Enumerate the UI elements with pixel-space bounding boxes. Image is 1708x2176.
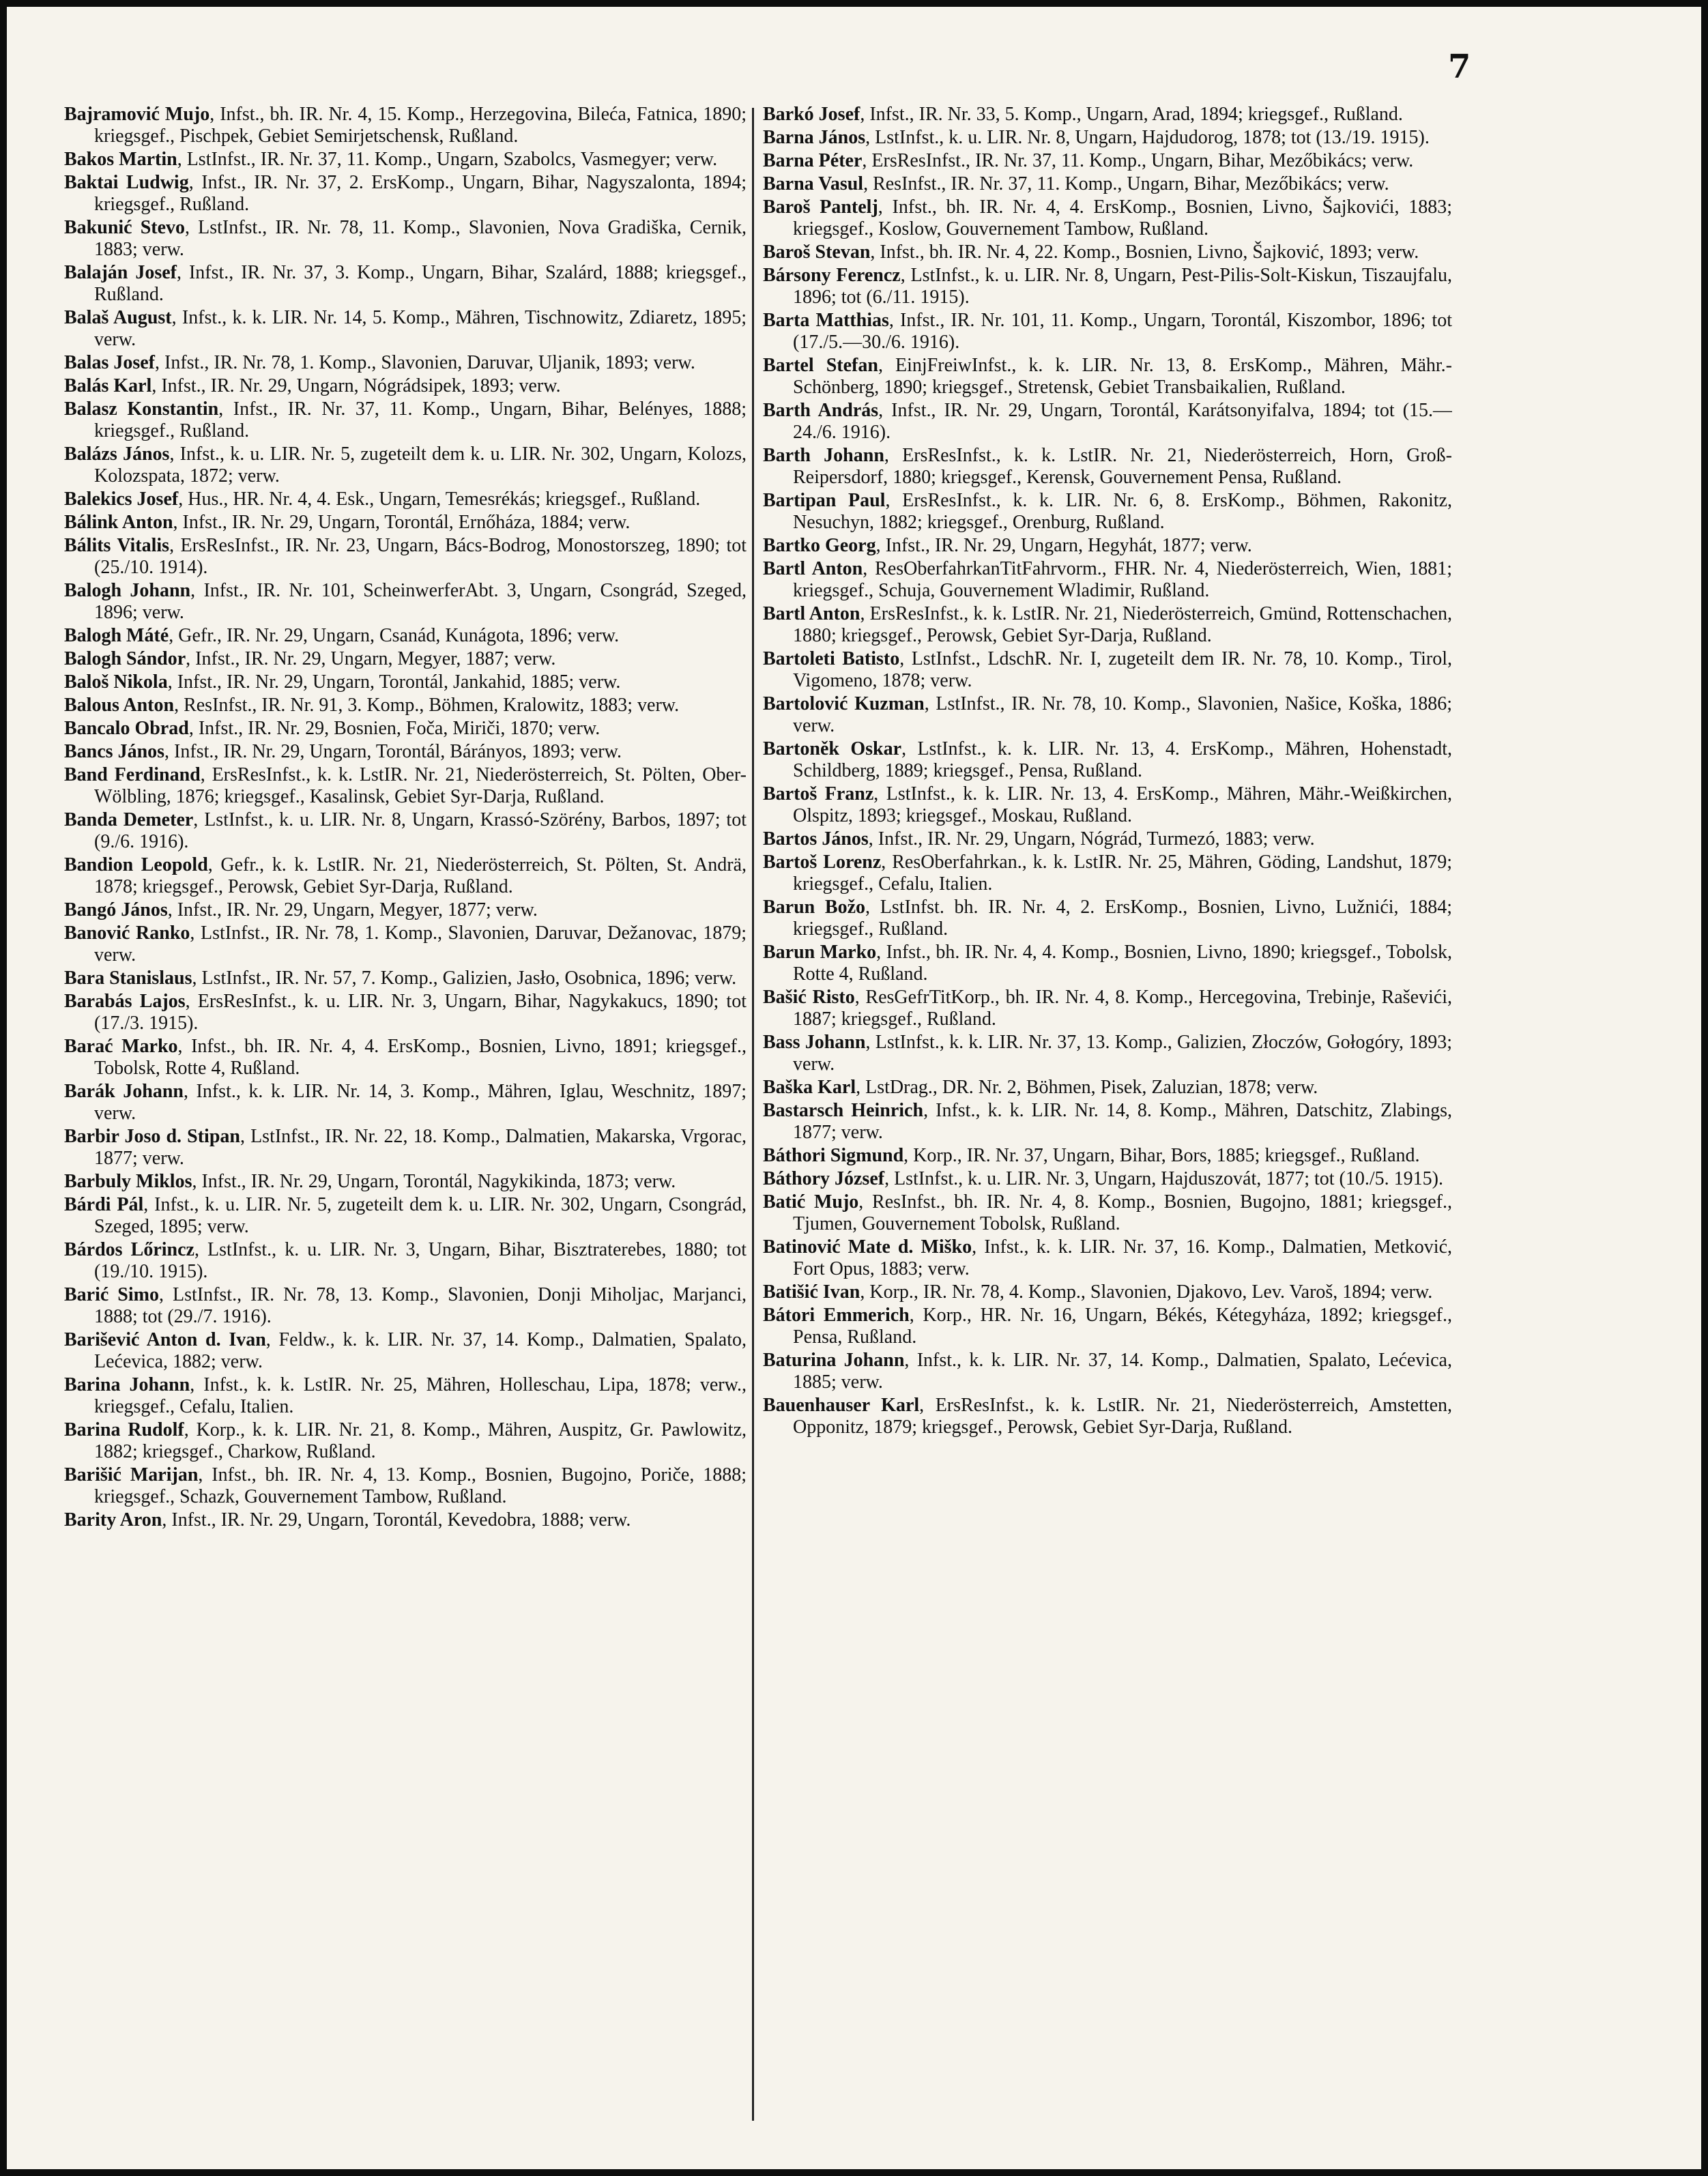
entry-details: , ResOberfahrkan., k. k. LstIR. Nr. 25, Mähren, Göding, Landshut, 1879; kriegsgef., Cefalu, Italien. bbox=[793, 852, 1452, 895]
entry-name: Bartoleti Batisto bbox=[763, 648, 900, 669]
list-item bbox=[763, 1032, 1452, 1075]
entry-details: , Infst., IR. Nr. 101, ScheinwerferAbt. 3, Ungarn, Csongrád, Szeged, 1896; verw. bbox=[94, 580, 747, 623]
entry-name: Barák Johann bbox=[64, 1081, 184, 1102]
list-item bbox=[763, 310, 1452, 353]
entry-details: , ErsResInfst., k. u. LIR. Nr. 3, Ungarn, Bihar, Nagykakucs, 1890; tot (17./3. 1915). bbox=[94, 991, 747, 1034]
entry-name: Barina Rudolf bbox=[64, 1419, 184, 1440]
entry-details: , Infst., IR. Nr. 29, Ungarn, Nógrád, Turmezó, 1883; verw. bbox=[868, 828, 1315, 850]
entry-name: Bárdi Pál bbox=[64, 1194, 144, 1215]
list-item bbox=[64, 1036, 747, 1079]
entry-name: Bancalo Obrad bbox=[64, 718, 189, 739]
list-item bbox=[763, 1236, 1452, 1280]
list-item bbox=[763, 1305, 1452, 1348]
list-item bbox=[763, 648, 1452, 692]
entry-name: Bartl Anton bbox=[763, 558, 863, 579]
entry-name: Batić Mujo bbox=[763, 1191, 859, 1213]
entry-details: , ErsResInfst., k. k. LstIR. Nr. 21, Niederösterreich, Amstetten, Opponitz, 1879; kriegsgef., Perowsk, Gebiet Syr-Darja, Rußland. bbox=[793, 1395, 1452, 1438]
entry-details: , Infst., k. k. LIR. Nr. 37, 16. Komp., Dalmatien, Metković, Fort Opus, 1883; verw. bbox=[793, 1236, 1452, 1279]
entry-details: , Infst., k. u. LIR. Nr. 5, zugeteilt dem k. u. LIR. Nr. 302, Ungarn, Kolozs, Kolozspata, 1872; verw. bbox=[94, 444, 747, 487]
entry-name: Balekics Josef bbox=[64, 489, 179, 510]
list-item bbox=[64, 968, 747, 989]
entry-name: Bartos János bbox=[763, 828, 869, 850]
entry-details: , ErsResInfst., k. k. LstIR. Nr. 21, Niederösterreich, Horn, Groß-Reipersdorf, 1880; kriegsgef., Kerensk, Gouvernement Pensa, Rußland. bbox=[793, 445, 1452, 488]
entry-name: Balogh Johann bbox=[64, 580, 191, 601]
entry-details: , Infst., IR. Nr. 29, Ungarn, Torontál, Bárányos, 1893; verw. bbox=[164, 741, 622, 762]
list-item bbox=[64, 741, 747, 763]
entry-name: Barun Marko bbox=[763, 942, 877, 963]
entry-details: , Infst., k. k. LstIR. Nr. 25, Mähren, Holleschau, Lipa, 1878; verw., kriegsgef., Cefalu, Italien. bbox=[94, 1374, 747, 1417]
entry-name: Balaš August bbox=[64, 307, 172, 328]
list-item bbox=[64, 1419, 747, 1463]
entry-name: Barišić Marijan bbox=[64, 1464, 199, 1485]
entry-details: , Infst., IR. Nr. 29, Ungarn, Torontál, Karátsonyifalva, 1894; tot (15.—24./6. 1916). bbox=[793, 400, 1452, 443]
list-item bbox=[763, 150, 1452, 172]
entry-details: , LstInfst., IR. Nr. 78, 10. Komp., Slavonien, Našice, Koška, 1886; verw. bbox=[793, 693, 1452, 736]
list-item bbox=[763, 535, 1452, 557]
list-item bbox=[64, 671, 747, 693]
entry-details: , ResInfst., bh. IR. Nr. 4, 8. Komp., Bosnien, Bugojno, 1881; kriegsgef., Tjumen, Gouvernement Tobolsk, Rußland. bbox=[793, 1191, 1452, 1234]
entry-name: Bársony Ferencz bbox=[763, 265, 901, 286]
entry-name: Barth András bbox=[763, 400, 879, 421]
entry-details: , Hus., HR. Nr. 4, 4. Esk., Ungarn, Temesrékás; kriegsgef., Rußland. bbox=[178, 489, 701, 510]
entry-details: , ErsResInfst., k. k. LstIR. Nr. 21, Niederösterreich, Gmünd, Rottenschachen, 1880; kriegsgef., Perowsk, Gebiet Syr-Darja, Rußland. bbox=[793, 603, 1452, 646]
entry-name: Barkó Josef bbox=[763, 104, 860, 125]
list-item bbox=[763, 558, 1452, 602]
entry-name: Bauenhauser Karl bbox=[763, 1395, 920, 1416]
entry-name: Balas Josef bbox=[64, 352, 155, 373]
entry-details: , Korp., k. k. LIR. Nr. 21, 8. Komp., Mähren, Auspitz, Gr. Pawlowitz, 1882; kriegsgef., Charkow, Rußland. bbox=[94, 1419, 747, 1462]
list-item bbox=[763, 104, 1452, 126]
page bbox=[7, 7, 1701, 2169]
entry-name: Baktai Ludwig bbox=[64, 172, 189, 193]
entry-name: Bara Stanislaus bbox=[64, 968, 192, 989]
entry-details: , ErsResInfst., k. k. LstIR. Nr. 21, Niederösterreich, St. Pölten, Ober-Wölbling, 1876; kriegsgef., Kasalinsk, Gebiet Syr-Darja, Rußland. bbox=[94, 764, 747, 807]
entry-details: , LstInfst., k. u. LIR. Nr. 8, Ungarn, Krassó-Szörény, Barbos, 1897; tot (9./6. 1916). bbox=[94, 809, 747, 852]
entry-details: , Infst., IR. Nr. 29, Ungarn, Torontál, Kevedobra, 1888; verw. bbox=[162, 1509, 631, 1531]
entry-details: , Korp., IR. Nr. 37, Ungarn, Bihar, Bors, 1885; kriegsgef., Rußland. bbox=[903, 1145, 1420, 1166]
entry-name: Baroš Pantelj bbox=[763, 197, 878, 218]
list-item bbox=[64, 854, 747, 898]
list-item bbox=[763, 445, 1452, 489]
entry-details: , Infst., IR. Nr. 29, Ungarn, Megyer, 1877; verw. bbox=[167, 899, 538, 920]
entry-details: , LstInfst., IR. Nr. 22, 18. Komp., Dalmatien, Makarska, Vrgorac, 1877; verw. bbox=[94, 1126, 747, 1169]
list-item bbox=[64, 104, 747, 147]
list-item bbox=[763, 490, 1452, 534]
entry-details: , Infst., IR. Nr. 29, Ungarn, Torontál, Ernőháza, 1884; verw. bbox=[173, 512, 631, 533]
list-item bbox=[64, 149, 747, 171]
entry-details: , ErsResInfst., k. k. LIR. Nr. 6, 8. ErsKomp., Böhmen, Rakonitz, Nesuchyn, 1882; kriegsgef., Orenburg, Rußland. bbox=[793, 490, 1452, 533]
entry-details: , LstInfst., IR. Nr. 78, 13. Komp., Slavonien, Donji Miholjac, Marjanci, 1888; tot (29./7. 1916). bbox=[94, 1284, 747, 1327]
entry-name: Barišević Anton d. Ivan bbox=[64, 1329, 266, 1350]
entry-name: Balogh Sándor bbox=[64, 648, 186, 669]
entry-name: Balázs János bbox=[64, 444, 170, 465]
list-item bbox=[64, 1374, 747, 1418]
list-item bbox=[763, 1145, 1452, 1167]
entry-name: Bartko Georg bbox=[763, 535, 876, 556]
entry-details: , LstInfst., LdschR. Nr. I, zugeteilt dem IR. Nr. 78, 10. Komp., Tirol, Vigomeno, 1878; verw. bbox=[793, 648, 1452, 691]
list-item bbox=[763, 987, 1452, 1030]
entry-name: Bátori Emmerich bbox=[763, 1305, 910, 1326]
entry-details: , Feldw., k. k. LIR. Nr. 37, 14. Komp., Dalmatien, Spalato, Lećevica, 1882; verw. bbox=[94, 1329, 747, 1372]
entry-name: Bartoš Franz bbox=[763, 783, 874, 804]
list-item bbox=[64, 991, 747, 1034]
entry-name: Bakunić Stevo bbox=[64, 217, 186, 238]
entry-name: Bartolović Kuzman bbox=[763, 693, 925, 714]
entry-name: Bandion Leopold bbox=[64, 854, 208, 875]
list-item bbox=[763, 783, 1452, 827]
entry-details: , Infst., IR. Nr. 29, Ungarn, Torontál, Nagykikinda, 1873; verw. bbox=[192, 1171, 676, 1192]
list-item bbox=[64, 352, 747, 374]
entry-name: Barbuly Miklos bbox=[64, 1171, 192, 1192]
list-item bbox=[64, 1329, 747, 1373]
list-item bbox=[763, 1100, 1452, 1144]
list-item bbox=[64, 172, 747, 216]
list-item bbox=[763, 693, 1452, 737]
entry-name: Bartoš Lorenz bbox=[763, 852, 882, 873]
list-item bbox=[763, 127, 1452, 149]
list-item bbox=[763, 197, 1452, 240]
entry-details: , EinjFreiwInfst., k. k. LIR. Nr. 13, 8. ErsKomp., Mähren, Mähr.-Schönberg, 1890; kriegsgef., Stretensk, Gebiet Transbaikalien, Rußland. bbox=[793, 355, 1452, 398]
list-item bbox=[763, 828, 1452, 850]
entry-details: , Infst., bh. IR. Nr. 4, 22. Komp., Bosnien, Livno, Šajković, 1893; verw. bbox=[870, 242, 1419, 263]
left-column bbox=[64, 104, 747, 2144]
entry-name: Bangó János bbox=[64, 899, 168, 920]
list-item bbox=[763, 1350, 1452, 1393]
entry-name: Balogh Máté bbox=[64, 625, 169, 646]
entry-name: Barna Péter bbox=[763, 150, 863, 171]
entry-details: , Infst., k. k. LIR. Nr. 14, 8. Komp., Mähren, Datschitz, Zlabings, 1877; verw. bbox=[793, 1100, 1452, 1143]
entry-details: , ResGefrTitKorp., bh. IR. Nr. 4, 8. Komp., Hercegovina, Trebinje, Raševići, 1887; kriegsgef., Rußland. bbox=[793, 987, 1452, 1030]
list-item bbox=[763, 897, 1452, 940]
list-item bbox=[64, 764, 747, 808]
list-item bbox=[64, 809, 747, 853]
entry-details: , LstDrag., DR. Nr. 2, Böhmen, Pisek, Zaluzian, 1878; verw. bbox=[856, 1077, 1318, 1098]
list-item bbox=[763, 738, 1452, 782]
list-item bbox=[64, 444, 747, 487]
list-item bbox=[763, 1168, 1452, 1190]
list-item bbox=[64, 625, 747, 647]
list-item bbox=[64, 217, 747, 261]
right-column bbox=[763, 104, 1452, 2144]
entry-details: , Infst., IR. Nr. 37, 2. ErsKomp., Ungarn, Bihar, Nagyszalonta, 1894; kriegsgef., Rußland. bbox=[94, 172, 747, 215]
list-item bbox=[763, 852, 1452, 895]
list-item bbox=[763, 1395, 1452, 1438]
entry-details: , Infst., IR. Nr. 33, 5. Komp., Ungarn, Arad, 1894; kriegsgef., Rußland. bbox=[860, 104, 1403, 125]
list-item bbox=[64, 1171, 747, 1193]
entry-details: , Infst., bh. IR. Nr. 4, 4. Komp., Bosnien, Livno, 1890; kriegsgef., Tobolsk, Rotte 4, Rußland. bbox=[793, 942, 1452, 985]
entry-details: , LstInfst., IR. Nr. 57, 7. Komp., Galizien, Jasło, Osobnica, 1896; verw. bbox=[192, 968, 737, 989]
entry-details: , Infst., IR. Nr. 29, Ungarn, Torontál, Jankahid, 1885; verw. bbox=[167, 671, 621, 693]
entry-details: , Infst., IR. Nr. 29, Bosnien, Foča, Miriči, 1870; verw. bbox=[188, 718, 600, 739]
entry-details: , LstInfst., k. k. LIR. Nr. 37, 13. Komp., Galizien, Złoczów, Gołogóry, 1893; verw. bbox=[793, 1032, 1452, 1075]
list-item bbox=[64, 1464, 747, 1508]
list-item bbox=[64, 580, 747, 624]
entry-details: , Infst., IR. Nr. 29, Ungarn, Hegyhát, 1877; verw. bbox=[875, 535, 1252, 556]
entry-name: Barina Johann bbox=[64, 1374, 190, 1395]
entry-name: Band Ferdinand bbox=[64, 764, 201, 785]
column-divider bbox=[752, 108, 754, 2121]
list-item bbox=[64, 398, 747, 442]
entry-name: Bálink Anton bbox=[64, 512, 173, 533]
entry-details: , LstInfst., IR. Nr. 78, 11. Komp., Slavonien, Nova Gradiška, Cernik, 1883; verw. bbox=[94, 217, 747, 260]
entry-details: , LstInfst., k. k. LIR. Nr. 13, 4. ErsKomp., Mähren, Hohenstadt, Schildberg, 1889; kriegsgef., Pensa, Rußland. bbox=[793, 738, 1452, 781]
list-item bbox=[64, 262, 747, 306]
list-item bbox=[64, 1194, 747, 1238]
entry-name: Baloš Nikola bbox=[64, 671, 168, 693]
entry-details: , LstInfst. bh. IR. Nr. 4, 2. ErsKomp., Bosnien, Livno, Lužnići, 1884; kriegsgef., Rußland. bbox=[793, 897, 1452, 940]
entry-name: Bartel Stefan bbox=[763, 355, 878, 376]
list-item bbox=[763, 173, 1452, 195]
entry-details: , Infst., k. u. LIR. Nr. 5, zugeteilt dem k. u. LIR. Nr. 302, Ungarn, Csongrád, Szeged, 1895; verw. bbox=[94, 1194, 747, 1237]
entry-details: , ErsResInfst., IR. Nr. 37, 11. Komp., Ungarn, Bihar, Mezőbikács; verw. bbox=[862, 150, 1414, 171]
entry-details: , LstInfst., k. u. LIR. Nr. 3, Ungarn, Hajduszovát, 1877; tot (10./5. 1915). bbox=[884, 1168, 1443, 1189]
entry-details: , LstInfst., k. u. LIR. Nr. 8, Ungarn, Pest-Pilis-Solt-Kiskun, Tiszaujfalu, 1896; tot (6./11. 1915). bbox=[793, 265, 1452, 308]
entry-name: Balás Karl bbox=[64, 375, 152, 396]
entry-name: Barth Johann bbox=[763, 445, 884, 466]
list-item bbox=[64, 1509, 747, 1531]
entry-details: , ErsResInfst., IR. Nr. 23, Ungarn, Bács-Bodrog, Monostorszeg, 1890; tot (25./10. 1914). bbox=[94, 535, 747, 578]
entry-details: , Infst., IR. Nr. 29, Ungarn, Megyer, 1887; verw. bbox=[186, 648, 556, 669]
entry-name: Bálits Vitalis bbox=[64, 535, 170, 556]
entry-name: Bašić Risto bbox=[763, 987, 855, 1008]
entry-name: Balaján Josef bbox=[64, 262, 177, 283]
entry-details: , LstInfst., k. k. LIR. Nr. 13, 4. ErsKomp., Mähren, Mähr.-Weißkirchen, Olspitz, 1893; kriegsgef., Moskau, Rußland. bbox=[793, 783, 1452, 826]
entry-details: , LstInfst., IR. Nr. 37, 11. Komp., Ungarn, Szabolcs, Vasmegyer; verw. bbox=[177, 149, 718, 170]
entry-name: Báthory József bbox=[763, 1168, 885, 1189]
list-item bbox=[64, 899, 747, 921]
entry-details: , ResInfst., IR. Nr. 37, 11. Komp., Ungarn, Bihar, Mezőbikács; verw. bbox=[863, 173, 1389, 194]
entry-details: , Infst., bh. IR. Nr. 4, 4. ErsKomp., Bosnien, Livno, 1891; kriegsgef., Tobolsk, Rotte 4, Rußland. bbox=[94, 1036, 747, 1079]
entry-details: , LstInfst., k. u. LIR. Nr. 3, Ungarn, Bihar, Bisztraterebes, 1880; tot (19./10. 1915). bbox=[94, 1239, 747, 1282]
list-item bbox=[64, 1081, 747, 1125]
entry-name: Barać Marko bbox=[64, 1036, 178, 1057]
list-item bbox=[64, 648, 747, 670]
entry-name: Baška Karl bbox=[763, 1077, 856, 1098]
entry-name: Batišić Ivan bbox=[763, 1281, 860, 1303]
entry-details: , Korp., HR. Nr. 16, Ungarn, Békés, Kétegyháza, 1892; kriegsgef., Pensa, Rußland. bbox=[793, 1305, 1452, 1348]
entry-name: Barabás Lajos bbox=[64, 991, 186, 1012]
entry-details: , Gefr., k. k. LstIR. Nr. 21, Niederösterreich, St. Pölten, St. Andrä, 1878; kriegsgef., Perowsk, Gebiet Syr-Darja, Rußland. bbox=[94, 854, 747, 897]
entry-details: , Infst., IR. Nr. 101, 11. Komp., Ungarn, Torontál, Kiszombor, 1896; tot (17./5.—30./6. 1916). bbox=[793, 310, 1452, 353]
entry-details: , Infst., k. k. LIR. Nr. 14, 3. Komp., Mähren, Iglau, Weschnitz, 1897; verw. bbox=[94, 1081, 747, 1124]
entry-name: Batinović Mate d. Miško bbox=[763, 1236, 972, 1258]
entry-details: , Gefr., IR. Nr. 29, Ungarn, Csanád, Kunágota, 1896; verw. bbox=[169, 625, 620, 646]
list-item bbox=[64, 489, 747, 510]
entry-details: , Infst., bh. IR. Nr. 4, 15. Komp., Herzegovina, Bileća, Fatnica, 1890; kriegsgef., Pischpek, Gebiet Semirjetschensk, Rußland. bbox=[94, 104, 747, 147]
entry-details: , ResInfst., IR. Nr. 91, 3. Komp., Böhmen, Kralowitz, 1883; verw. bbox=[174, 695, 680, 716]
list-item bbox=[64, 1284, 747, 1328]
page-number: 7 bbox=[1448, 48, 1471, 86]
entry-details: , ResOberfahrkanTitFahrvorm., FHR. Nr. 4, Niederösterreich, Wien, 1881; kriegsgef., Schuja, Gouvernement Wladimir, Rußland. bbox=[793, 558, 1452, 601]
list-item bbox=[763, 355, 1452, 398]
entry-details: , Infst., IR. Nr. 78, 1. Komp., Slavonien, Daruvar, Uljanik, 1893; verw. bbox=[155, 352, 695, 373]
list-item bbox=[64, 307, 747, 351]
entry-details: , Korp., IR. Nr. 78, 4. Komp., Slavonien, Djakovo, Lev. Varoš, 1894; verw. bbox=[860, 1281, 1433, 1303]
entry-name: Barta Matthias bbox=[763, 310, 889, 331]
entry-name: Banović Ranko bbox=[64, 923, 190, 944]
entry-details: , Infst., bh. IR. Nr. 4, 4. ErsKomp., Bosnien, Livno, Šajkovići, 1883; kriegsgef., Koslow, Gouvernement Tambow, Rußland. bbox=[793, 197, 1452, 240]
entry-details: , LstInfst., IR. Nr. 78, 1. Komp., Slavonien, Daruvar, Dežanovac, 1879; verw. bbox=[94, 923, 747, 966]
entry-name: Bartipan Paul bbox=[763, 490, 886, 511]
entry-details: , Infst., bh. IR. Nr. 4, 13. Komp., Bosnien, Bugojno, Poriče, 1888; kriegsgef., Schazk, Gouvernement Tambow, Rußland. bbox=[94, 1464, 747, 1507]
entry-name: Bartoněk Oskar bbox=[763, 738, 902, 759]
entry-name: Bastarsch Heinrich bbox=[763, 1100, 924, 1121]
list-item bbox=[763, 942, 1452, 985]
list-item bbox=[763, 265, 1452, 308]
entry-name: Baroš Stevan bbox=[763, 242, 871, 263]
entry-name: Balous Anton bbox=[64, 695, 175, 716]
entry-name: Báthori Sigmund bbox=[763, 1145, 904, 1166]
list-item bbox=[64, 512, 747, 534]
list-item bbox=[763, 1191, 1452, 1235]
list-item bbox=[763, 400, 1452, 444]
list-item bbox=[64, 375, 747, 397]
entry-details: , Infst., IR. Nr. 29, Ungarn, Nógrádsipek, 1893; verw. bbox=[151, 375, 561, 396]
entry-name: Bajramović Mujo bbox=[64, 104, 210, 125]
entry-name: Balasz Konstantin bbox=[64, 398, 219, 420]
list-item bbox=[64, 718, 747, 740]
entry-name: Bartl Anton bbox=[763, 603, 860, 624]
list-item bbox=[64, 695, 747, 716]
list-item bbox=[64, 923, 747, 966]
entry-name: Bancs János bbox=[64, 741, 165, 762]
entry-name: Barna János bbox=[763, 127, 866, 148]
list-item bbox=[64, 535, 747, 579]
entry-name: Barić Simo bbox=[64, 1284, 159, 1305]
entry-name: Barbir Joso d. Stipan bbox=[64, 1126, 240, 1147]
list-item bbox=[64, 1239, 747, 1283]
list-item bbox=[763, 1281, 1452, 1303]
entry-details: , Infst., IR. Nr. 37, 3. Komp., Ungarn, Bihar, Szalárd, 1888; kriegsgef., Rußland. bbox=[94, 262, 747, 305]
entry-name: Barity Aron bbox=[64, 1509, 162, 1531]
list-item bbox=[763, 242, 1452, 263]
entry-name: Barun Božo bbox=[763, 897, 866, 918]
list-item bbox=[763, 603, 1452, 647]
entry-name: Bárdos Lőrincz bbox=[64, 1239, 194, 1260]
entry-name: Banda Demeter bbox=[64, 809, 194, 830]
entry-name: Bakos Martin bbox=[64, 149, 177, 170]
entry-name: Barna Vasul bbox=[763, 173, 864, 194]
entry-name: Bass Johann bbox=[763, 1032, 866, 1053]
entry-name: Baturina Johann bbox=[763, 1350, 905, 1371]
entry-details: , Infst., IR. Nr. 37, 11. Komp., Ungarn, Bihar, Belényes, 1888; kriegsgef., Rußland. bbox=[94, 398, 747, 441]
entry-details: , Infst., k. k. LIR. Nr. 14, 5. Komp., Mähren, Tischnowitz, Zdiaretz, 1895; verw. bbox=[94, 307, 747, 350]
list-item bbox=[763, 1077, 1452, 1099]
entry-details: , Infst., k. k. LIR. Nr. 37, 14. Komp., Dalmatien, Spalato, Lećevica, 1885; verw. bbox=[793, 1350, 1452, 1393]
list-item bbox=[64, 1126, 747, 1170]
entry-details: , LstInfst., k. u. LIR. Nr. 8, Ungarn, Hajdudorog, 1878; tot (13./19. 1915). bbox=[865, 127, 1430, 148]
